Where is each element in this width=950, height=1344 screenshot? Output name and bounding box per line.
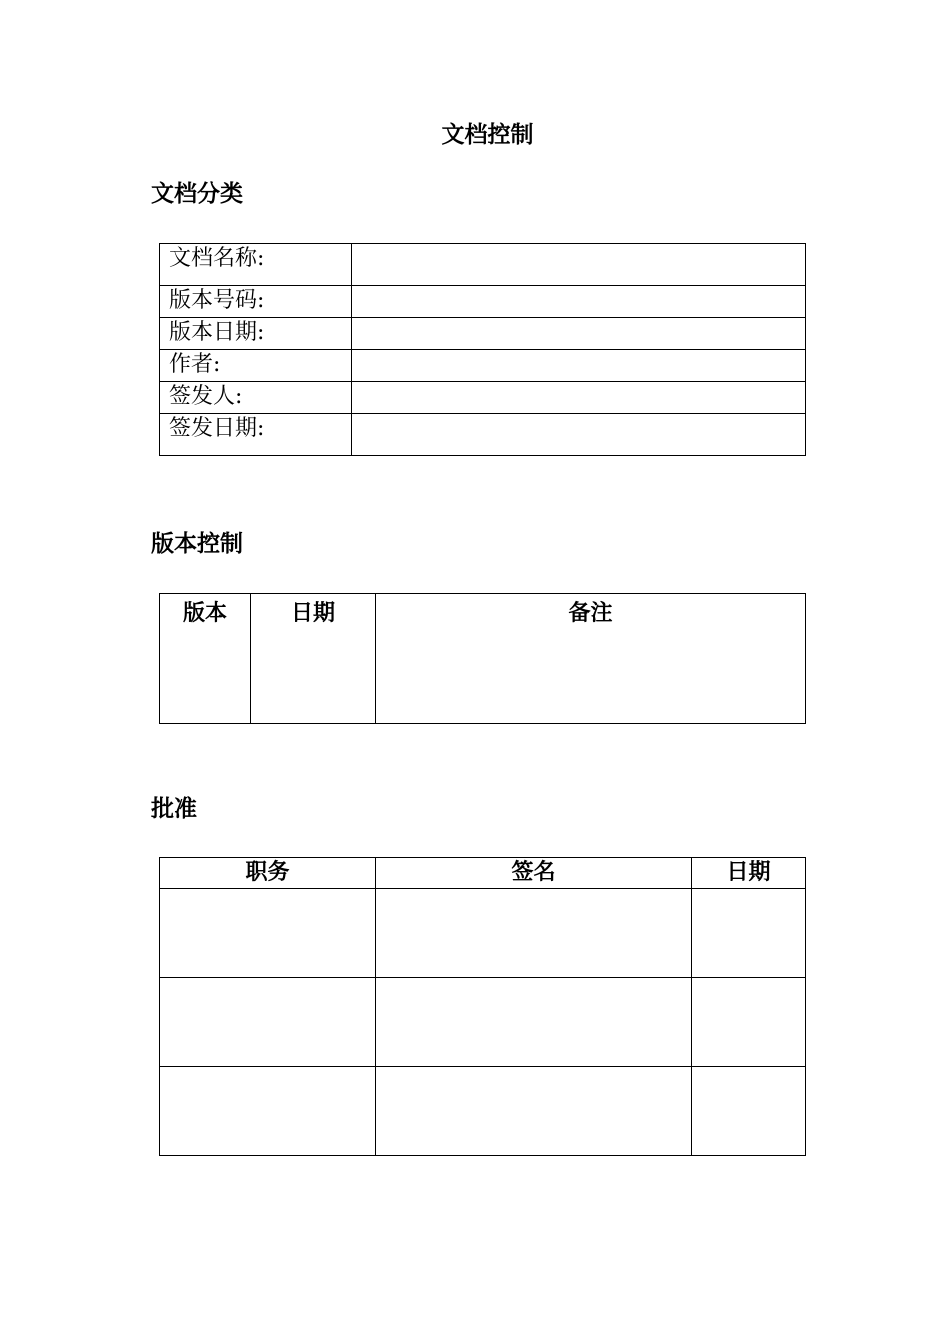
field-value-version-number[interactable] — [352, 286, 806, 318]
field-value-version-date[interactable] — [352, 318, 806, 350]
cell-date[interactable] — [692, 978, 806, 1067]
field-label-issue-date: 签发日期: — [160, 414, 352, 456]
cell-date[interactable] — [692, 889, 806, 978]
table-row — [160, 594, 806, 724]
field-value-issue-date[interactable] — [352, 414, 806, 456]
cell-date[interactable] — [692, 1067, 806, 1156]
field-label-author: 作者: — [160, 350, 352, 382]
table-row — [160, 350, 806, 382]
cell-position[interactable] — [160, 889, 376, 978]
column-header-date: 日期 — [251, 594, 376, 724]
cell-signature[interactable] — [376, 889, 692, 978]
column-header-version: 版本 — [160, 594, 251, 724]
cell-signature[interactable] — [376, 1067, 692, 1156]
field-value-issuer[interactable] — [352, 382, 806, 414]
classification-heading: 文档分类 — [151, 181, 243, 207]
table-header-row — [160, 858, 806, 889]
table-row — [160, 1067, 806, 1156]
field-label-issuer: 签发人: — [160, 382, 352, 414]
table-row — [160, 382, 806, 414]
cell-position[interactable] — [160, 1067, 376, 1156]
document-title: 文档控制 — [441, 122, 534, 148]
field-label-version-number: 版本号码: — [160, 286, 352, 318]
table-row — [160, 286, 806, 318]
table-row — [160, 414, 806, 456]
table-row — [160, 978, 806, 1067]
table-row — [160, 244, 806, 286]
approval-table — [159, 857, 806, 1156]
classification-table — [159, 243, 806, 456]
cell-position[interactable] — [160, 978, 376, 1067]
column-header-date: 日期 — [692, 858, 806, 889]
column-header-position: 职务 — [160, 858, 376, 889]
table-row — [160, 318, 806, 350]
field-value-document-name[interactable] — [352, 244, 806, 286]
field-value-author[interactable] — [352, 350, 806, 382]
cell-signature[interactable] — [376, 978, 692, 1067]
version-control-heading: 版本控制 — [151, 531, 243, 557]
version-control-table — [159, 593, 806, 724]
column-header-signature: 签名 — [376, 858, 692, 889]
approval-heading: 批准 — [151, 796, 197, 822]
table-row — [160, 889, 806, 978]
column-header-remarks: 备注 — [376, 594, 806, 724]
field-label-document-name: 文档名称: — [160, 244, 352, 286]
field-label-version-date: 版本日期: — [160, 318, 352, 350]
